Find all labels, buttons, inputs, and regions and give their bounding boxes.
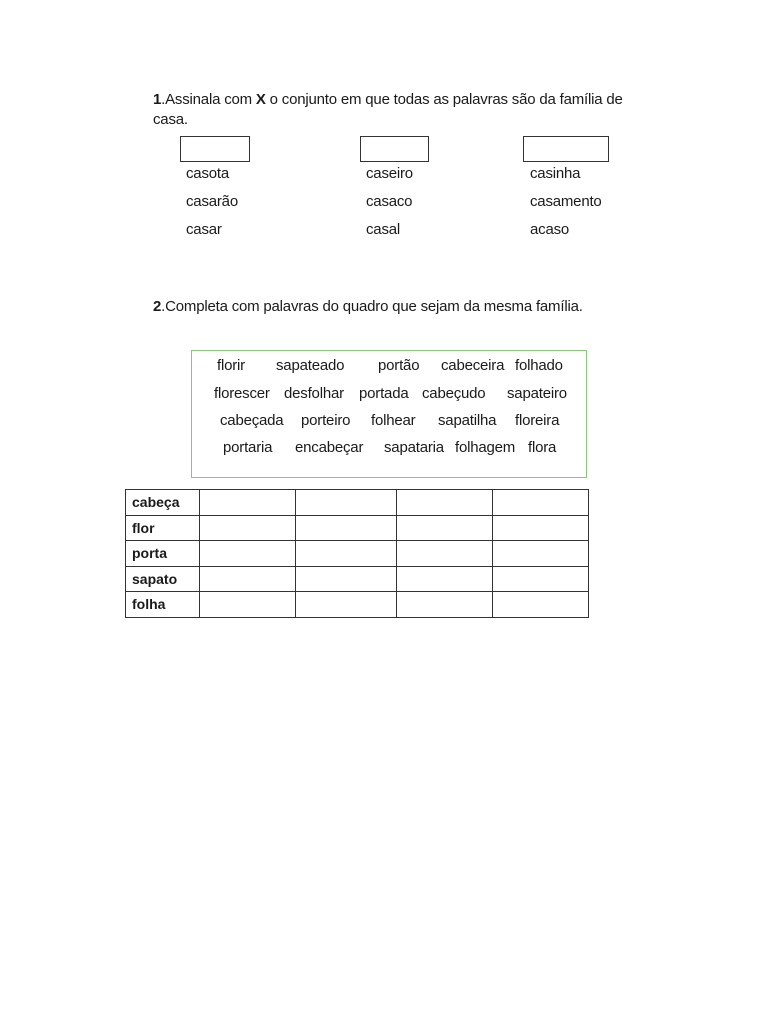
answer-cell[interactable]	[296, 566, 397, 592]
box-word: encabeçar	[295, 439, 364, 456]
answer-checkbox-2[interactable]	[360, 136, 429, 162]
instruction-text: o conjunto em que todas as palavras são da família de casa.	[153, 91, 623, 128]
box-word: florir	[217, 357, 245, 374]
row-label: flor	[126, 515, 200, 541]
word: caseiro	[366, 165, 413, 182]
exercise-1-instruction	[153, 90, 623, 130]
box-word: cabeceira	[441, 357, 505, 374]
table-row	[126, 541, 589, 567]
answer-cell[interactable]	[296, 515, 397, 541]
box-word: cabeçudo	[422, 385, 486, 402]
word: casinha	[530, 165, 581, 182]
word: casarão	[186, 193, 238, 210]
word-group-1	[186, 164, 238, 248]
box-word: sapateado	[276, 357, 345, 374]
word: acaso	[530, 221, 570, 238]
row-label: folha	[126, 592, 200, 618]
box-word: porteiro	[301, 412, 351, 429]
word-group-3	[530, 164, 602, 248]
exercise-2-instruction	[153, 297, 583, 317]
row-label: cabeça	[126, 490, 200, 516]
box-word: folhear	[371, 412, 416, 429]
answer-cell[interactable]	[200, 592, 296, 618]
word-box	[191, 350, 587, 478]
table-row	[126, 566, 589, 592]
word-group-2	[366, 164, 413, 248]
answer-cell[interactable]	[493, 592, 589, 618]
answer-cell[interactable]	[296, 541, 397, 567]
answer-cell[interactable]	[296, 592, 397, 618]
word: casaco	[366, 193, 413, 210]
box-word: folhagem	[455, 439, 516, 456]
exercise-2-number: 2	[153, 298, 162, 315]
row-label: porta	[126, 541, 200, 567]
answer-cell[interactable]	[200, 541, 296, 567]
box-word: desfolhar	[284, 385, 344, 402]
answer-cell[interactable]	[493, 541, 589, 567]
answer-cell[interactable]	[296, 490, 397, 516]
answer-checkbox-3[interactable]	[523, 136, 609, 162]
word: casar	[186, 221, 222, 238]
box-word: flora	[528, 439, 557, 456]
word-family-table	[125, 489, 589, 618]
box-word: cabeçada	[220, 412, 284, 429]
box-word: sapateiro	[507, 385, 567, 402]
answer-cell[interactable]	[397, 541, 493, 567]
box-word: folhado	[515, 357, 563, 374]
answer-cell[interactable]	[200, 515, 296, 541]
word: casota	[186, 165, 229, 182]
row-label: sapato	[126, 566, 200, 592]
instruction-text: .Completa com palavras do quadro que sejam da mesma família.	[161, 298, 583, 315]
word: casal	[366, 221, 401, 238]
box-word: florescer	[214, 385, 270, 402]
answer-cell[interactable]	[397, 490, 493, 516]
answer-cell[interactable]	[397, 592, 493, 618]
box-word: floreira	[515, 412, 560, 429]
box-word: portada	[359, 385, 409, 402]
answer-cell[interactable]	[397, 566, 493, 592]
answer-cell[interactable]	[493, 490, 589, 516]
answer-cell[interactable]	[200, 566, 296, 592]
box-word: sapataria	[384, 439, 444, 456]
answer-cell[interactable]	[397, 515, 493, 541]
table-row	[126, 515, 589, 541]
box-word: portão	[378, 357, 420, 374]
answer-cell[interactable]	[200, 490, 296, 516]
box-word: portaria	[223, 439, 273, 456]
instruction-text: .Assinala com	[161, 91, 256, 108]
word: casamento	[530, 193, 602, 210]
answer-cell[interactable]	[493, 515, 589, 541]
answer-checkbox-1[interactable]	[180, 136, 250, 162]
mark-letter: X	[255, 91, 266, 108]
table-row	[126, 592, 589, 618]
exercise-1-number: 1	[153, 91, 162, 108]
box-word: sapatilha	[438, 412, 497, 429]
answer-cell[interactable]	[493, 566, 589, 592]
table-row	[126, 490, 589, 516]
